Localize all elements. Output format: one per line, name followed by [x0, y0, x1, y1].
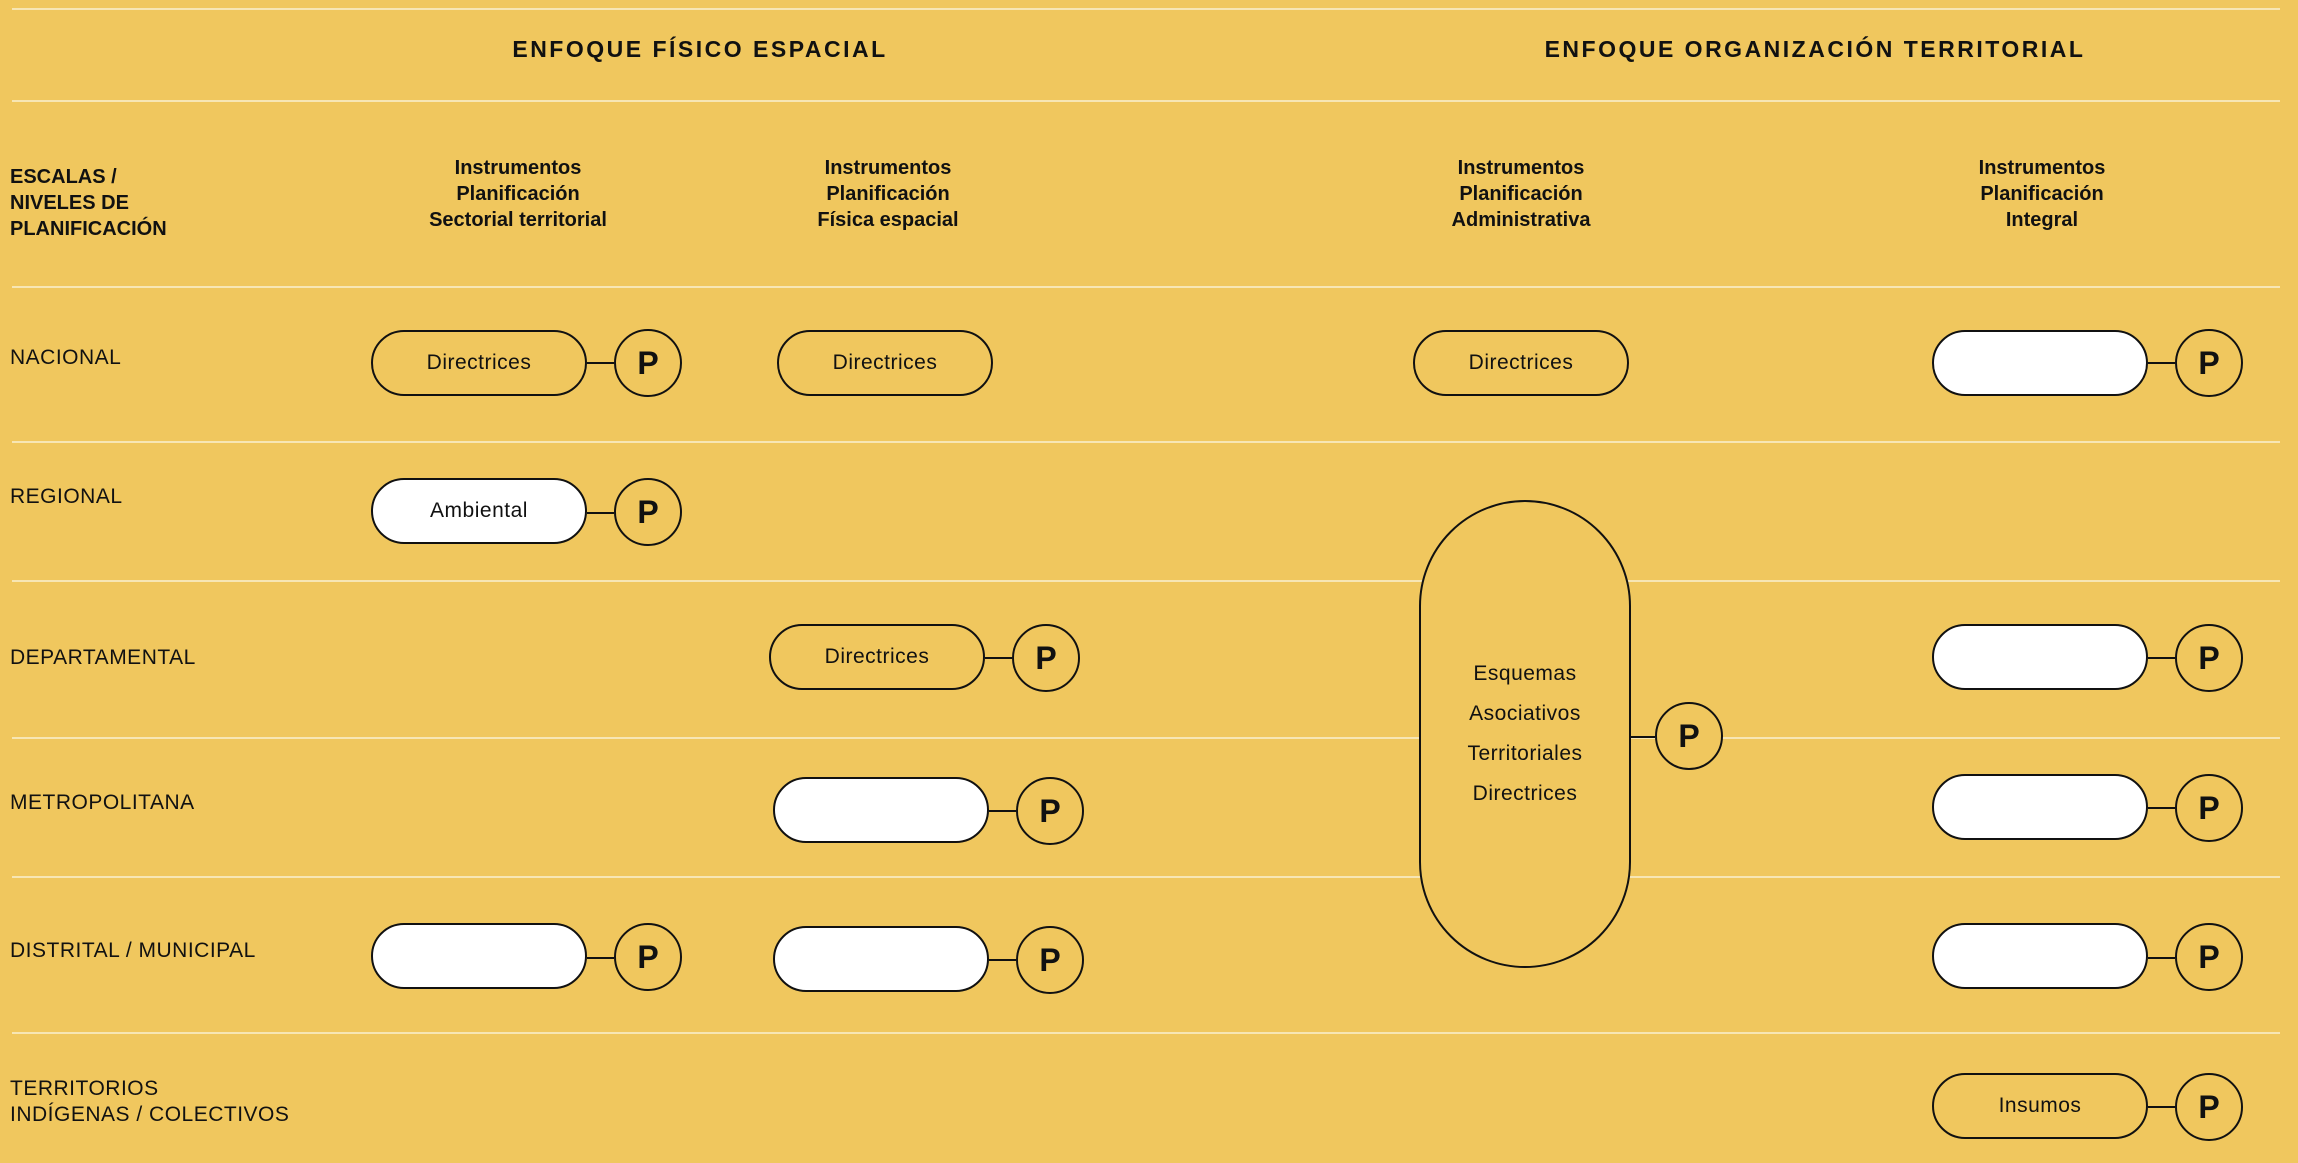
divider	[12, 8, 2280, 10]
pill-departamental-integral	[1932, 624, 2148, 690]
connector	[1631, 736, 1655, 738]
connector	[587, 362, 614, 364]
row-label-departamental: DEPARTAMENTAL	[10, 646, 196, 669]
column-header-line: Instrumentos	[454, 157, 582, 179]
pill-distrital-fisica	[773, 926, 989, 992]
connector	[989, 810, 1016, 812]
column-header-line: Instrumentos	[1457, 157, 1585, 179]
p-badge: P	[2175, 624, 2243, 692]
scales-header-line: PLANIFICACIÓN	[10, 218, 167, 240]
scales-header	[10, 164, 167, 242]
p-badge: P	[614, 329, 682, 397]
column-header-sectorial	[358, 155, 678, 233]
p-badge: P	[1016, 926, 1084, 994]
column-header-line: Instrumentos	[824, 157, 952, 179]
column-header-line: Planificación	[456, 183, 580, 205]
divider	[12, 580, 2280, 582]
pill-distrital-sectorial	[371, 923, 587, 989]
pill-nacional-sectorial: Directrices	[371, 330, 587, 396]
p-badge: P	[1655, 702, 1723, 770]
column-header-fisica	[728, 155, 1048, 233]
p-badge: P	[2175, 774, 2243, 842]
p-badge: P	[1012, 624, 1080, 692]
p-badge: P	[2175, 1073, 2243, 1141]
connector	[2148, 362, 2175, 364]
pill-esquemas-asociativos	[1419, 500, 1631, 968]
p-badge: P	[614, 478, 682, 546]
column-header-line: Planificación	[1980, 183, 2104, 205]
p-badge: P	[2175, 329, 2243, 397]
row-label-line: TERRITORIOS	[10, 1077, 159, 1100]
divider	[12, 876, 2280, 878]
connector	[587, 512, 614, 514]
pill-metropolitana-integral	[1932, 774, 2148, 840]
esquemas-line: Territoriales	[1467, 742, 1583, 765]
column-header-line: Administrativa	[1451, 209, 1591, 231]
connector	[989, 959, 1016, 961]
column-header-line: Instrumentos	[1978, 157, 2106, 179]
section-title-organizacion: ENFOQUE ORGANIZACIÓN TERRITORIAL	[1544, 36, 2086, 62]
esquemas-line: Asociativos	[1469, 702, 1581, 725]
pill-distrital-integral	[1932, 923, 2148, 989]
pill-metropolitana-fisica	[773, 777, 989, 843]
divider	[12, 441, 2280, 443]
column-header-line: Planificación	[1459, 183, 1583, 205]
p-badge: P	[1016, 777, 1084, 845]
column-header-line: Planificación	[826, 183, 950, 205]
column-header-line: Física espacial	[817, 209, 959, 231]
row-label-nacional: NACIONAL	[10, 346, 122, 369]
connector	[985, 657, 1012, 659]
row-label-territorios	[10, 1076, 289, 1128]
row-label-regional: REGIONAL	[10, 485, 123, 508]
column-header-integral	[1882, 155, 2202, 233]
pill-nacional-administrativa: Directrices	[1413, 330, 1629, 396]
column-header-administrativa	[1361, 155, 1681, 233]
scales-header-line: NIVELES DE	[10, 192, 129, 214]
row-label-metropolitana: METROPOLITANA	[10, 791, 195, 814]
connector	[2148, 807, 2175, 809]
pill-territorios-integral: Insumos	[1932, 1073, 2148, 1139]
p-badge: P	[2175, 923, 2243, 991]
divider	[12, 1032, 2280, 1034]
pill-regional-sectorial: Ambiental	[371, 478, 587, 544]
connector	[587, 957, 614, 959]
divider	[12, 100, 2280, 102]
section-title-fisico: ENFOQUE FÍSICO ESPACIAL	[512, 36, 888, 62]
column-header-line: Sectorial territorial	[429, 209, 607, 231]
pill-nacional-fisica: Directrices	[777, 330, 993, 396]
divider	[12, 286, 2280, 288]
row-label-line: INDÍGENAS / COLECTIVOS	[10, 1103, 290, 1126]
column-header-line: Integral	[2005, 209, 2079, 231]
connector	[2148, 657, 2175, 659]
esquemas-line: Directrices	[1472, 782, 1578, 805]
connector	[2148, 957, 2175, 959]
p-badge: P	[614, 923, 682, 991]
esquemas-line: Esquemas	[1473, 662, 1577, 685]
divider	[12, 737, 2280, 739]
pill-departamental-fisica: Directrices	[769, 624, 985, 690]
scales-header-line: ESCALAS /	[10, 166, 117, 188]
row-label-distrital: DISTRITAL / MUNICIPAL	[10, 939, 256, 962]
connector	[2148, 1106, 2175, 1108]
pill-nacional-integral	[1932, 330, 2148, 396]
